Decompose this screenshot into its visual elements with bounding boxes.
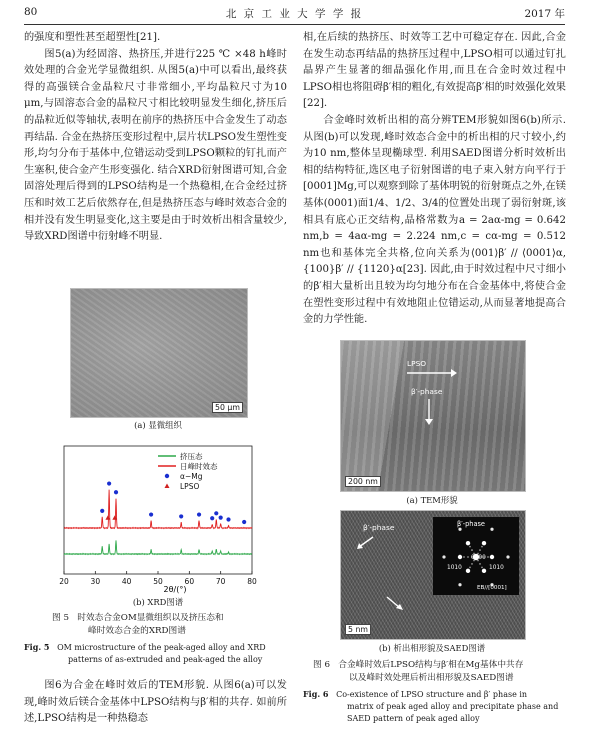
figure5a-scalebar: 50 μm bbox=[212, 402, 243, 413]
beta-arrow-icon bbox=[425, 399, 433, 425]
paragraph-fig6-intro: 图6为合金在峰时效后的TEM形貌. 从图6(a)可以发现,峰时效后镁合金基体中LPSO结构与β′相的共存. 如前所述,LPSO结构是一种热稳态 bbox=[24, 680, 287, 725]
saed-diffraction-spot bbox=[471, 549, 473, 551]
figure6-caption-en-line2: matrix of peak aged alloy and precipitate phase and bbox=[347, 702, 559, 711]
saed-diffraction-spot bbox=[481, 566, 483, 568]
saed-diffraction-spot bbox=[458, 583, 461, 586]
paragraph-fig5-discussion: 图5(a)为经固溶、热挤压,并进行225 ℃ ×48 h峰时效处理的合金光学显微组织. 从图5(a)中可以看出,最终获得的高强镁合金晶粒尺寸非常细小,平均晶粒尺寸为10 μm,与固溶态合金的晶粒尺寸相比较明显发生细化,挤压后的晶粒近似等轴状,表明在前序的热挤压中合金发生了动态再结晶. 合金在热挤压变形过程中,层片状LPSO发生塑性变形,均匀分布于基体中,位错运动受到LPSO颗粒的钉扎而产生塞积,使合金产生形变强化. 结合XRD衍射图谱可知,合金固溶处理后得到的LPSO结构是一个热稳相,在合金经过挤压和时效工艺后依然存在,但是热挤压态与峰时效态合金的相并没有发生明显变化,这主要是由于时效析出相含量较少,导致XRD图谱中衍射峰不明显. bbox=[24, 48, 287, 243]
saed-diffraction-spot bbox=[490, 528, 493, 531]
saed-diffraction-spot bbox=[466, 569, 470, 573]
figure5-caption-en bbox=[24, 641, 288, 666]
xrd-legend-label: 日峰时效态 bbox=[180, 462, 218, 471]
figure6-caption-cn-line2: 以及峰时效处理后析出相形貌及SAED图谱 bbox=[349, 673, 514, 683]
page-number: 80 bbox=[24, 6, 38, 18]
figure5a-caption: (a) 显微组织 bbox=[134, 420, 182, 430]
figure6-caption-en-line3: SAED pattern of peak aged alloy bbox=[347, 714, 480, 723]
xrd-marker-alpha-mg bbox=[219, 516, 223, 520]
xrd-marker-alpha-mg bbox=[242, 520, 246, 524]
saed-diffraction-spot bbox=[482, 569, 486, 573]
saed-diffraction-spot bbox=[506, 555, 509, 558]
xrd-series-line-extruded bbox=[64, 540, 252, 554]
beta-phase-label: β′-phase bbox=[411, 387, 443, 396]
figure5-caption-cn-line2: 峰时效态合金的XRD图谱 bbox=[88, 626, 186, 636]
xrd-legend-label: LPSO bbox=[180, 482, 200, 491]
xrd-marker-alpha-mg bbox=[179, 514, 183, 518]
figure6-caption-cn-line1: 合金峰时效后LPSO结构与β′相在Mg基体中共存 bbox=[338, 660, 524, 670]
saed-diffraction-spot bbox=[458, 528, 461, 531]
figure6-caption-en bbox=[303, 688, 567, 725]
saed-diffraction-spot bbox=[490, 555, 494, 559]
xrd-legend-marker bbox=[165, 484, 170, 489]
figure5-caption-cn-line1: 时效态合金OM显微组织以及挤压态和 bbox=[77, 613, 224, 623]
figure5a-micrograph bbox=[70, 288, 248, 418]
figure5-caption-en-line2: patterns of as-extruded and peak-aged the alloy bbox=[68, 655, 263, 664]
xrd-marker-alpha-mg bbox=[226, 517, 230, 521]
paragraph-continued: 的强度和塑性甚至超塑性[21]. bbox=[24, 32, 161, 43]
xrd-marker-alpha-mg bbox=[149, 512, 153, 516]
left-column-text bbox=[24, 30, 287, 246]
xrd-x-tick-label: 30 bbox=[90, 577, 101, 586]
figure6b-hrtem-image bbox=[340, 510, 526, 640]
xrd-marker-alpha-mg bbox=[100, 509, 104, 513]
saed-diffraction-spot bbox=[467, 556, 469, 558]
saed-spot-1010-left: 1010 bbox=[447, 565, 462, 571]
saed-diffraction-spot bbox=[458, 555, 462, 559]
beta-hrtem-arrow-icon bbox=[355, 535, 375, 551]
saed-diffraction-spot bbox=[469, 546, 471, 548]
saed-spot-0000: 0000 bbox=[471, 555, 486, 561]
figure6a-scalebar: 200 nm bbox=[345, 476, 381, 487]
saed-diffraction-spot bbox=[471, 563, 473, 565]
xrd-marker-alpha-mg bbox=[107, 481, 111, 485]
figure6-label-cn: 图 6 bbox=[313, 660, 330, 670]
journal-title: 北 京 工 业 大 学 学 报 bbox=[225, 8, 364, 20]
xrd-chart bbox=[40, 436, 270, 596]
saed-spot-1010-right: 1010 bbox=[489, 565, 504, 571]
xrd-marker-alpha-mg bbox=[214, 511, 218, 515]
saed-diffraction-spot bbox=[463, 556, 465, 558]
saed-inset bbox=[433, 517, 519, 595]
figure5b-caption: (b) XRD图谱 bbox=[132, 597, 184, 607]
saed-diffraction-spot bbox=[442, 555, 445, 558]
xrd-x-tick-label: 50 bbox=[153, 577, 163, 586]
figure6-caption-en-line1: Co-existence of LPSO structure and β′ phase in bbox=[336, 690, 528, 699]
figure6b-scalebar: 5 nm bbox=[345, 624, 371, 635]
lpso-label: LPSO bbox=[407, 359, 427, 368]
running-header bbox=[24, 6, 565, 24]
xrd-x-axis-label: 2θ/(°) bbox=[163, 585, 187, 594]
paragraph-precipitate-analysis: 合金峰时效析出相的高分辨TEM形貌如图6(b)所示. 从图(b)可以发现,峰时效态合金中的析出相的尺寸较小,约为10 nm,整体呈现椭球型. 利用SAED图谱分析时效析出相的结构特征,选区电子衍射图谱的电子束入射方向平行于[0001]Mg,可以观察到除了基体明锐的衍射斑点之外,在镁基体(0001)面1/4、1/2、3/4的位置处出现了弱衍射斑,该相具有底心正交结构,晶格常数为a = 2aα-mg = 0.642 nm,b = 4aα-mg = 2.224 nm,c = cα-mg = 0.512 nm也和基体完全共格,位向关系为⟨001⟩β′ // ⟨0001⟩α,{100}β′ // {1120}α[23]. 因此,由于时效过程中尺寸细小的β′相大量析出且较为均匀地分布在合金基体中,将使合金在塑性变形过程中有效地阻止位错运动,从而显著地提高合金的力学性能. bbox=[303, 114, 566, 326]
xrd-series-line-peak-aged bbox=[64, 490, 252, 529]
figure6a-caption: (a) TEM形貌 bbox=[406, 495, 458, 505]
paragraph-lpso-stability: 相,在后续的热挤压、时效等工艺中可稳定存在. 因此,合金在发生动态再结晶的热挤压过程中,LPSO相可以通过钉扎晶界产生显著的细晶强化作用,而且在合金时效过程中LPSO相也将阻碍β′相的粗化,有效提高β′相的时效强化效果[22]. bbox=[303, 32, 566, 110]
xrd-legend-label: α−Mg bbox=[180, 472, 203, 481]
xrd-legend-label: 挤压态 bbox=[180, 452, 203, 461]
saed-zone-axis: EB//[0001] bbox=[477, 585, 507, 591]
lpso-arrow-icon bbox=[407, 369, 457, 377]
xrd-legend-marker bbox=[165, 474, 169, 478]
saed-diffraction-spot bbox=[482, 541, 486, 545]
xrd-x-tick-label: 60 bbox=[184, 577, 195, 586]
figure6-label-en: Fig. 6 bbox=[303, 689, 329, 699]
saed-diffraction-spot bbox=[481, 546, 483, 548]
beta-phase-hrtem-label: β′-phase bbox=[363, 523, 395, 532]
saed-diffraction-spot bbox=[469, 566, 471, 568]
figure5-caption-en-line1: OM microstructure of the peak-aged alloy and XRD bbox=[57, 643, 266, 652]
xrd-x-tick-label: 40 bbox=[121, 577, 132, 586]
figure6a-tem-image bbox=[340, 340, 526, 492]
xrd-x-tick-label: 80 bbox=[247, 577, 257, 586]
figure5-label-cn: 图 5 bbox=[52, 613, 69, 623]
figure6-caption-cn bbox=[313, 659, 569, 685]
xrd-marker-alpha-mg bbox=[114, 490, 118, 494]
figure5-label-en: Fig. 5 bbox=[24, 642, 50, 652]
xrd-marker-alpha-mg bbox=[210, 516, 214, 520]
header-rule bbox=[24, 24, 565, 25]
right-column-text bbox=[303, 30, 566, 329]
saed-diffraction-spot bbox=[479, 549, 481, 551]
figure5-caption-cn bbox=[52, 612, 284, 638]
xrd-marker-alpha-mg bbox=[197, 512, 201, 516]
xrd-x-tick-label: 70 bbox=[215, 577, 226, 586]
journal-year: 2017 年 bbox=[524, 8, 565, 20]
saed-diffraction-spot bbox=[466, 541, 470, 545]
saed-diffraction-spot bbox=[479, 563, 481, 565]
precipitate-arrow-icon bbox=[385, 595, 405, 611]
figure6b-caption: (b) 析出相形貌及SAED图谱 bbox=[378, 643, 486, 653]
saed-beta-label: β′-phase bbox=[457, 520, 485, 528]
saed-diffraction-spot bbox=[487, 556, 489, 558]
xrd-x-tick-label: 20 bbox=[59, 577, 69, 586]
